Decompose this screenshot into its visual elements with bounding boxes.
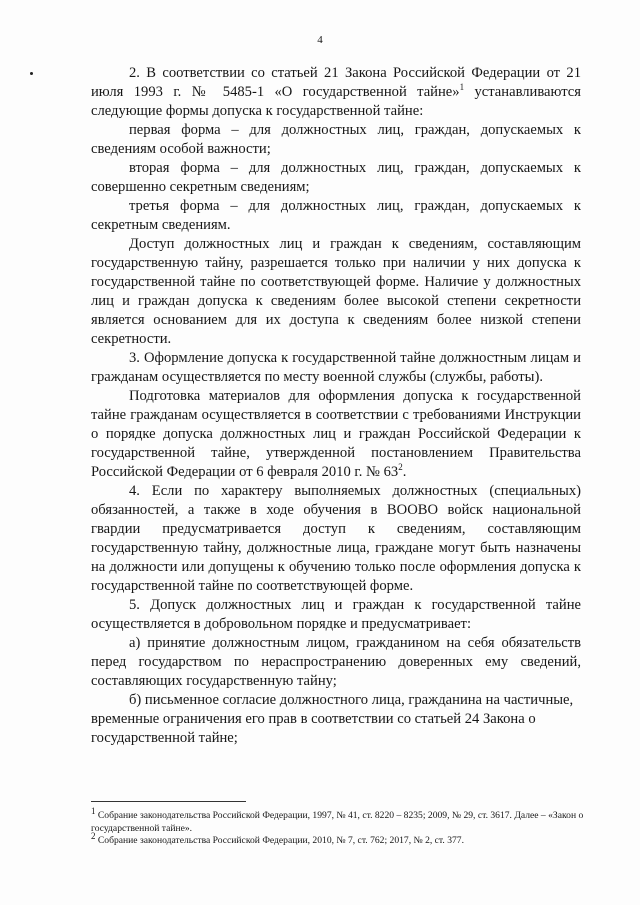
paragraph-text: 2. В соответствии со статьей 21 Закона Российской Федерации от 21 июля 1993 г. № 5485-1 «О государственной тайне» — [91, 65, 581, 100]
list-item-first-form: первая форма – для должностных лиц, граждан, допускаемых к сведениям особой важности; — [91, 122, 581, 157]
footnotes — [91, 805, 586, 848]
paragraph-section-4: 4. Если по характеру выполняемых должностных (специальных) обязанностей, а также в ходе обучения в ВООВО войск национальной гвардии предусматривается доступ к сведениям, составляющим государственную тайну, должностные лица, граждане могут быть назначены на должности или допущены к обучению только после оформления допуска к государственной тайне по соответствующей форме. — [91, 483, 581, 594]
paragraph-text-continued: устанавливаются следующие формы допуска к государственной тайне: — [91, 84, 581, 119]
footnote-ref[interactable]: 1 — [459, 82, 465, 93]
footnote-text: Собрание законодательства Российской Федерации, 1997, № 41, ст. 8220 – 8235; 2009, № 29, ст. 3617. Далее – «Закон о государственной тайне». — [91, 810, 584, 834]
document-body — [91, 64, 581, 748]
footnote-1 — [91, 805, 586, 835]
footnote-2 — [91, 830, 586, 848]
paragraph-access: Доступ должностных лиц и граждан к сведениям, составляющим государственную тайну, разрешается только при наличии у них допуска к государственной тайне по соответствующей форме. Наличие у должностных лиц и граждан допуска к сведениям более высокой степени секретности является основанием для их доступа к сведениям более низкой степени секретности. — [91, 236, 581, 347]
footnote-separator — [91, 801, 246, 802]
margin-dot — [30, 72, 33, 75]
footnote-mark: 2 — [91, 830, 96, 841]
paragraph-section-5: 5. Допуск должностных лиц и граждан к государственной тайне осуществляется в добровольном порядке и предусматривает: — [91, 597, 581, 632]
footnote-text: Собрание законодательства Российской Федерации, 2010, № 7, ст. 762; 2017, № 2, ст. 377. — [95, 835, 464, 846]
list-item-third-form: третья форма – для должностных лиц, граждан, допускаемых к секретным сведениям. — [91, 198, 581, 233]
list-item-b: б) письменное согласие должностного лица, гражданина на частичные, временные ограничения его прав в соответствии со статьей 24 Закона о государственной тайне; — [91, 692, 574, 746]
list-item-second-form: вторая форма – для должностных лиц, граждан, допускаемых к совершенно секретным сведениям; — [91, 160, 581, 195]
footnote-ref[interactable]: 2 — [398, 462, 403, 473]
paragraph-text: Подготовка материалов для оформления допуска к государственной тайне гражданам осуществляется в соответствии с требованиями Инструкции о порядке допуска должностных лиц и граждан Российской Федерации к государственной тайне, утвержденной постановлением Правительства Российской Федерации от 6 февраля 2010 г. № 63 — [91, 388, 581, 480]
paragraph-text-continued: . — [402, 464, 407, 480]
paragraph-article-21 — [91, 64, 581, 121]
list-item-a: а) принятие должностным лицом, гражданином на себя обязательств перед государством по нераспространению доверенных ему сведений, составляющих государственную тайну; — [91, 635, 581, 689]
page-number: 4 — [317, 34, 323, 46]
footnote-mark: 1 — [91, 805, 96, 816]
paragraph-section-3: 3. Оформление допуска к государственной тайне должностным лицам и гражданам осуществляется по месту военной службы (службы, работы). — [91, 350, 581, 385]
paragraph-preparation — [91, 387, 581, 482]
